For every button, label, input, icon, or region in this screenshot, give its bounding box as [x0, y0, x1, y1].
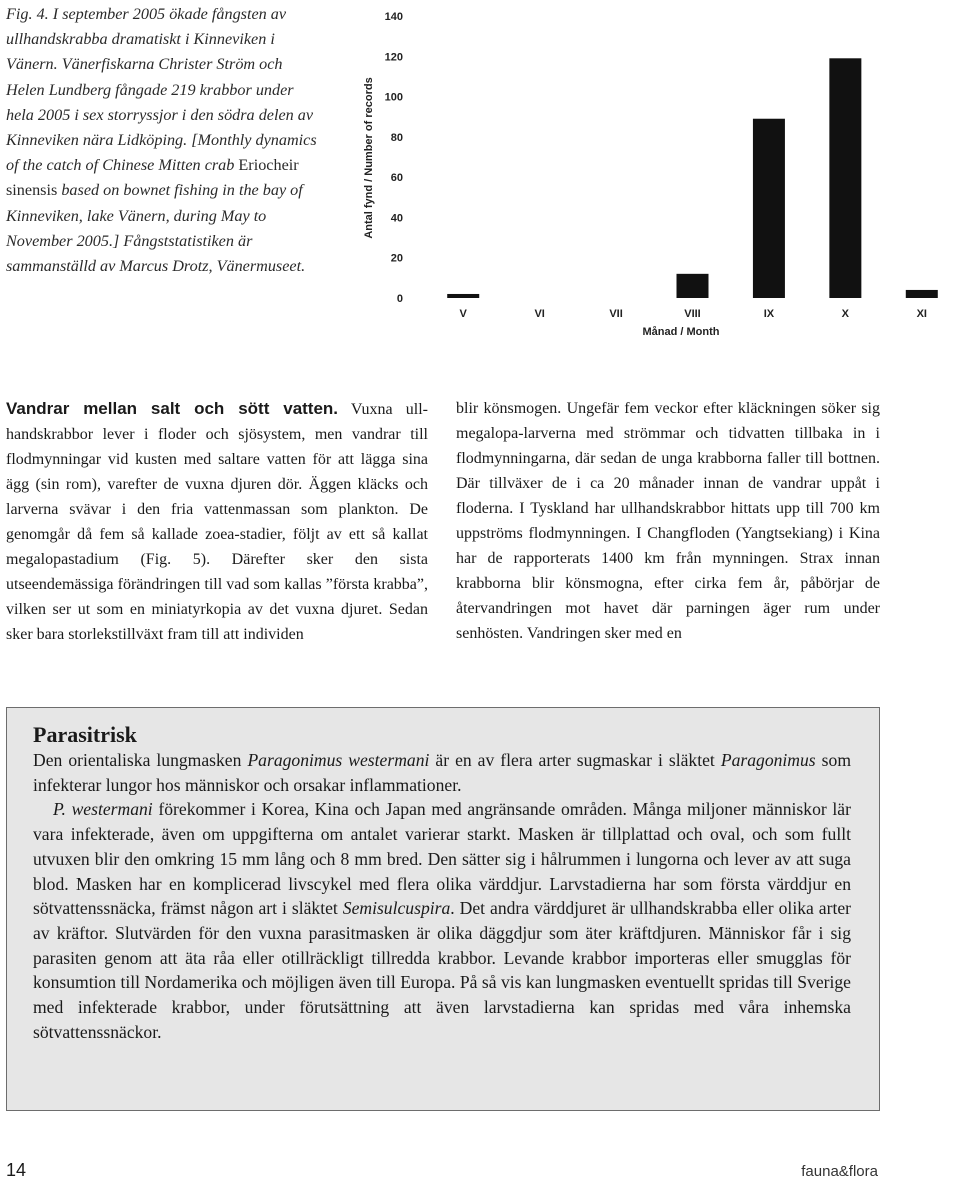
y-tick-label: 140 [384, 11, 403, 23]
box-title: Parasitrisk [33, 722, 137, 747]
x-tick-label: VII [609, 308, 623, 320]
article-column-left [6, 396, 428, 647]
x-tick-label: V [459, 308, 467, 320]
right-body-text: blir könsmogen. Ungefär fem veckor efter kläckningen söker sig megalopa-larverna med strömmar och tidvatten tillbaka in i flodmynningarna, där sedan de unga krabborna faller till bottnen. Där tillväxer de i ca 20 månader innan de vandrar uppåt i floderna. I Tyskland har ullhandskrabbor hittats upp till 700 km uppströms flodmynningen. I Changfloden (Yangtsekiang) i Kina har de rapporterats 1400 km från mynningen. Strax innan krabborna blir könsmogna, efter cirka fem år, påbörjar de återvandringen mot havet där parningen äger rum under senhösten. Vandringen sker med en [456, 400, 880, 642]
parasite-info-box [6, 707, 880, 1111]
page-number: 14 [6, 1160, 27, 1180]
genus-name: Semisulcuspira [342, 898, 451, 919]
y-tick-label: 60 [390, 172, 403, 185]
species-name: P. westermani [53, 799, 153, 820]
box-paragraph-1 [33, 748, 851, 797]
genus-name: Paragonimus [720, 750, 816, 770]
y-axis-label: Antal fynd / Number of records [363, 77, 375, 239]
magazine-brand: fauna&flora [801, 1163, 878, 1180]
box-paragraph-2 [33, 797, 851, 1044]
box-text: förekommer i Korea, Kina och Japan med angränsande områden. Många miljoner människor lär vara infekterade, även om uppgifterna om antalet varierar starkt. Masken är tillplattad och oval, och som fullt utvuxen blir den omkring 15 mm lång och 8 mm bred. Den sätter sig i hålrummen i lungorna och lever av att suga blod. Masken har en komplicerad livscykel med flera olika värddjur. Larvstadierna har som första värddjur en sötvattenssnäcka, främst någon art i släktet [33, 799, 851, 919]
y-tick-label: 100 [384, 91, 403, 104]
x-tick-label: X [841, 308, 850, 320]
figure-caption [6, 2, 324, 279]
bar-IX [753, 119, 785, 298]
y-tick-label: 120 [384, 51, 403, 64]
y-tick-label: 0 [396, 293, 403, 305]
caption-text: Fig. 4. I september 2005 ökade fångsten av ullhandskrabba dramatiskt i Kinneviken i Vänern. Vänerfiskarna Christer Ström och Helen Lundberg fångade 219 krabbor under hela 2005 i sex storryssjor i den södra delen av Kinneviken nära Lidköping. [Monthly dynamics of the catch of Chinese Mitten crab [6, 5, 317, 175]
x-tick-label: XI [916, 308, 927, 320]
box-text: som infekterar lungor hos människor och orsakar inflammationer. [33, 750, 852, 795]
species-name: Paragonimus westermani [247, 750, 430, 770]
chart-svg [355, 6, 960, 346]
caption-species: Eriocheir sinensis [6, 156, 299, 200]
x-tick-label: IX [763, 308, 775, 320]
y-tick-label: 40 [390, 212, 403, 225]
box-text: Den orientaliska lungmasken [33, 750, 242, 770]
bar-chart [355, 6, 960, 346]
bar-X [829, 58, 861, 298]
box-text: är en av flera arter sugmaskar i släktet [435, 750, 715, 770]
bar-V [447, 294, 479, 298]
bar-XI [906, 290, 938, 298]
caption-text-end: based on bownet fishing in the bay of Kinneviken, lake Vänern, during May to November 2005.] Fångststatistiken är sammanställd av Marcus Drotz, Vänermuseet. [6, 181, 306, 276]
left-body-text: Vuxna ullhandskrabbor lever i floder och sjösystem, men vandrar till flodmynningar vid kusten med saltare vatten för att lägga sina ägg (sin rom), varefter de vuxna djuren dör. Äggen kläcks och larverna svävar i den fria vattenmassan som plankton. De genomgår då fem så kallade zoea-stadier, följt av ett så kallat megalopastadium (Fig. 5). Därefter sker den sista utseendemässiga förändringen till vad som kallas ”första krabba”, vilken ser ut som en miniatyrkopia av det vuxna djuret. Sedan sker bara storlekstillväxt fram till att individen [6, 401, 428, 643]
x-tick-label: VI [534, 308, 545, 320]
x-axis-label: Månad / Month [642, 326, 720, 338]
bar-VIII [677, 274, 709, 298]
x-tick-label: VIII [684, 308, 701, 320]
y-tick-label: 80 [390, 131, 403, 144]
article-column-right [456, 396, 880, 646]
box-text: . Det andra värddjuret är ullhandskrabba eller olika arter av kräftor. Slutvärden för den vuxna parasitmasken är olika däggdjur som äter kräftdjuren. Människor får i sig parasiten genom att äta råa eller otillräckligt tillredda krabbor. Levande krabbor importeras eller smugglas för konsumtion till Nordamerika och möjligen även till Europa. På så vis kan lungmasken eventuellt spridas till Sverige med infekterade krabbor, under förutsättning att även larvstadierna kan spridas med våra inhemska sötvattenssnäckor. [33, 898, 852, 1042]
section-heading: Vandrar mellan salt och sött vatten. [6, 399, 339, 418]
y-tick-label: 20 [390, 252, 403, 265]
